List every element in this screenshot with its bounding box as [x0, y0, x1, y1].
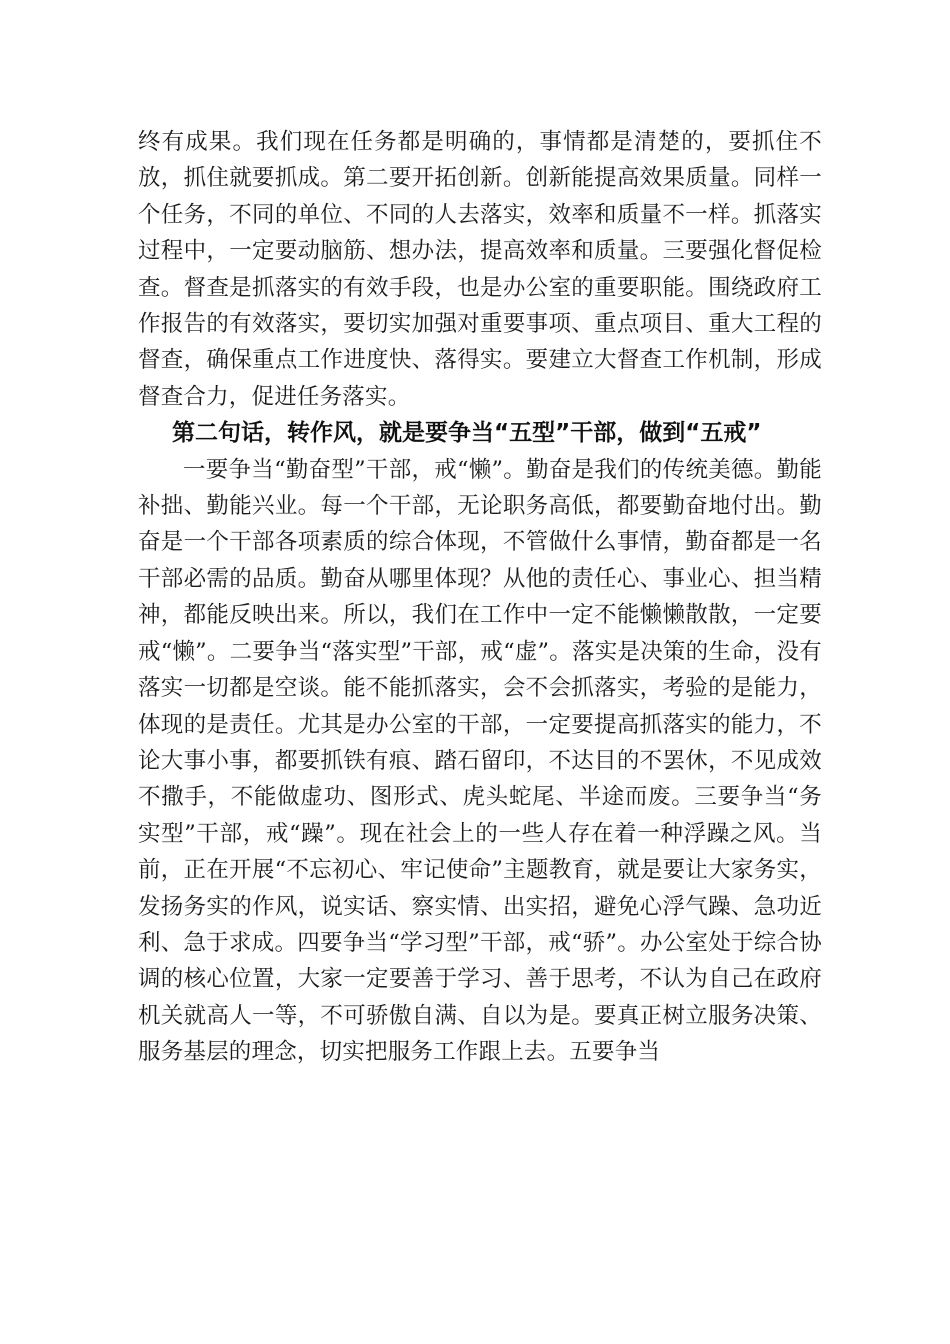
- paragraph-continuation: 终有成果。我们现在任务都是明确的，事情都是清楚的，要抓住不放，抓住就要抓成。第二要开拓创新。创新能提高效果质量。同样一个任务，不同的单位、不同的人去落实，效率和质量不一样。抓落实过程中，一定要动脑筋、想办法，提高效率和质量。三要强化督促检查。督查是抓落实的有效手段，也是办公室的重要职能。围绕政府工作报告的有效落实，要切实加强对重要事项、重点项目、重大工程的督查，确保重点工作进度快、落得实。要建立大督查工作机制，形成督查合力，促进任务落实。: [138, 129, 822, 410]
- document-body: [138, 124, 822, 1071]
- paragraph-five-types: 一要争当“勤奋型”干部，戒“懒”。勤奋是我们的传统美德。勤能补拙、勤能兴业。每一个干部，无论职务高低，都要勤奋地付出。勤奋是一个干部各项素质的综合体现，不管做什么事情，勤奋都是一名干部必需的品质。勤奋从哪里体现？从他的责任心、事业心、担当精神，都能反映出来。所以，我们在工作中一定不能懒懒散散，一定要戒“懒”。二要争当“落实型”干部，戒“虚”。落实是决策的生命，没有落实一切都是空谈。能不能抓落实，会不会抓落实，考验的是能力，体现的是责任。尤其是办公室的干部，一定要提高抓落实的能力，不论大事小事，都要抓铁有痕、踏石留印，不达目的不罢休，不见成效不撒手，不能做虚功、图形式、虎头蛇尾、半途而废。三要争当“务实型”干部，戒“躁”。现在社会上的一些人存在着一种浮躁之风。当前，正在开展“不忘初心、牢记使命”主题教育，就是要让大家务实，发扬务实的作风，说实话、察实情、出实招，避免心浮气躁、急功近利、急于求成。四要争当“学习型”干部，戒“骄”。办公室处于综合协调的核心位置，大家一定要善于学习、善于思考，不认为自己在政府机关就高人一等，不可骄傲自满、自以为是。要真正树立服务决策、服务基层的理念，切实把服务工作跟上去。五要争当: [138, 456, 822, 1066]
- section-heading: 第二句话，转作风，就是要争当“五型”干部，做到“五戒”: [172, 420, 762, 447]
